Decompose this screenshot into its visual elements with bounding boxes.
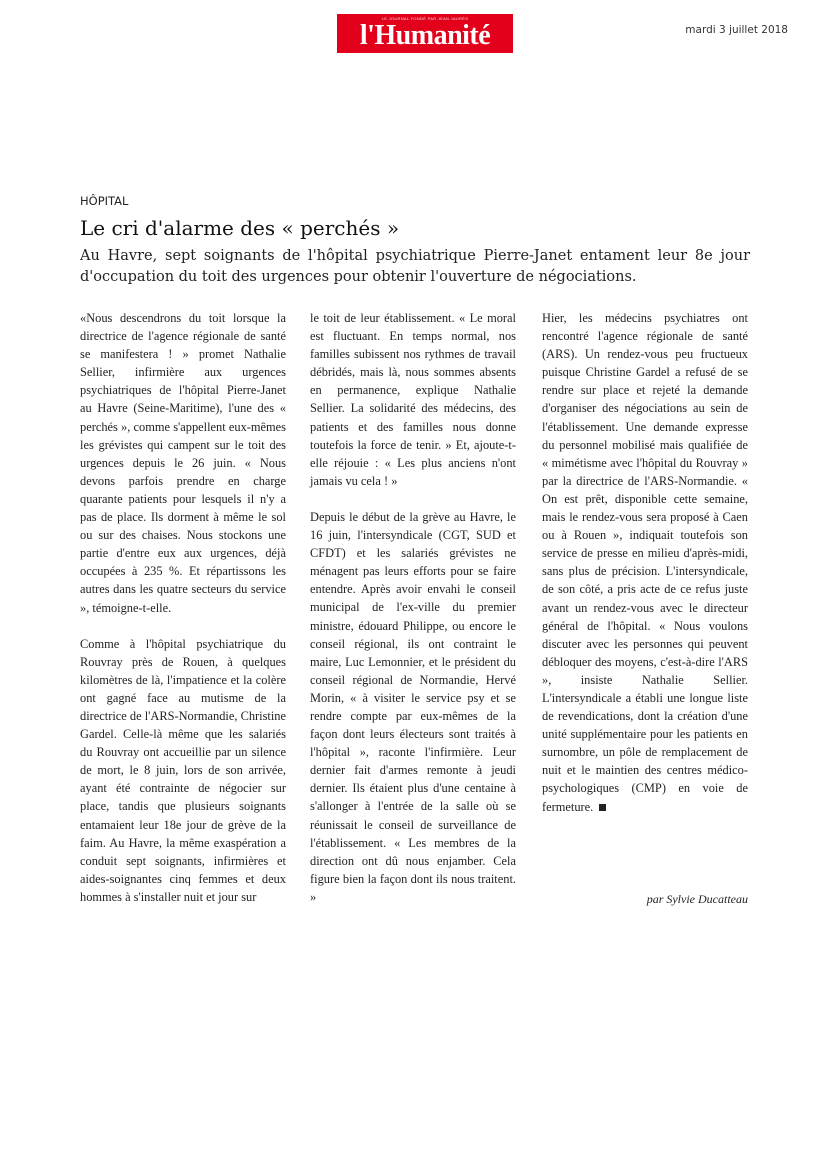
- article-column-1: [80, 309, 286, 924]
- article-rubric: HÔPITAL: [80, 194, 129, 208]
- article-byline: par Sylvie Ducatteau: [646, 892, 748, 906]
- paragraph: «Nous descendrons du toit lorsque la directrice de l'agence régionale de santé se manifestera ! » promet Nathalie Sellier, infirmière aux urgences psychiatriques de l'hôpital Pierre-Janet au Havre (Seine-Maritime), l'une des « perchés », comme s'appellent eux-mêmes les grévistes qui campent sur le toit des urgences depuis le 26 juin. « Nous devons parfois prendre en charge quarante patients pour lesquels il n'y a pas de place. Ils dorment à même le sol ou sur des chaises. Nous stockons une partie d'entre eux aux urgences, déjà occupées à 235 %. Et répartissons les autres dans les quatre secteurs du service », témoigne-t-elle.: [80, 311, 286, 615]
- article-column-2: [310, 309, 516, 924]
- paragraph-last: [542, 309, 748, 816]
- newspaper-logo: [337, 14, 513, 53]
- logo-name: l'Humanité: [359, 20, 491, 51]
- article-title: Le cri d'alarme des « perchés »: [80, 216, 400, 240]
- end-of-article-icon: [599, 804, 606, 811]
- article-column-3: [542, 309, 748, 834]
- publication-date: mardi 3 juillet 2018: [685, 24, 788, 36]
- paragraph: Comme à l'hôpital psychiatrique du Rouvray près de Rouen, à quelques kilomètres de là, l'impatience et la colère ont gagné face au mutisme de la directrice de l'ARS-Normandie, Christine Gardel. Celle-là même que les salariés du Rouvray ont accueillie par un silence de mort, le 8 juin, lors de son arrivée, ayant été contrainte de négocier sur place, tandis que plusieurs soignants entamaient leur 18e jour de grève de la faim. Au Havre, la même exaspération a conduit sept soignants, infirmières et aides-soignantes cinq femmes et deux hommes à s'installer nuit et jour sur: [80, 636, 286, 904]
- paragraph: le toit de leur établissement. « Le moral est fluctuant. En temps normal, nos familles subissent nos rythmes de travail débridés, mais là, nous sommes absents en permanence, explique Nathalie Sellier. La solidarité des médecins, des patients et des familles nous donne toutefois la force de tenir. » Et, ajoute-t-elle réjouie : « Les plus anciens n'ont jamais vu cela ! »: [310, 311, 516, 488]
- logo-tagline: LE JOURNAL FONDÉ PAR JEAN JAURÈS: [381, 16, 469, 21]
- paragraph-text: Hier, les médecins psychiatres ont rencontré l'agence régionale de santé (ARS). Un rendez-vous peu fructueux puisque Christine Gardel a refusé de se rendre sur place et rejeté la demande d'organiser des négociations au sein de l'établissement. Une demande expresse du personnel mobilisé mais qualifiée de « mimétisme avec l'hôpital du Rouvray » par la directrice de l'ARS-Normandie. « On est prêt, disponible cette semaine, mais le rendez-vous sera proposé à Caen ou à Rouen », indiquait toutefois son service de presse en milieu d'après-midi, sans plus de précision. L'intersyndicale, de son côté, a pris acte de ce refus juste avant un rendez-vous avec le directeur général de l'hôpital. « Nous voulons discuter avec les personnes qui peuvent débloquer des moyens, c'est-à-dire l'ARS », insiste Nathalie Sellier. L'intersyndicale a établi une longue liste de revendications, dont la création d'une unité supplémentaire pour les patients en surnombre, un pôle de remplacement de nuit et le maintien des centres médico-psychologiques (CMP) en voie de fermeture.: [542, 311, 748, 814]
- article-standfirst: Au Havre, sept soignants de l'hôpital psychiatrique Pierre-Janet entament leur 8e jour d'occupation du toit des urgences pour obtenir l'ouverture de négociations.: [80, 248, 750, 285]
- paragraph: Depuis le début de la grève au Havre, le 16 juin, l'intersyndicale (CGT, SUD et CFDT) et les salariés grévistes ne ménagent pas leurs efforts pour se faire entendre. Après avoir envahi le conseil municipal de l'ex-ville du premier ministre, édouard Philippe, ou encore le conseil régional, ils ont contraint le maire, Luc Lemonnier, et le président du conseil régional de Normandie, Hervé Morin, « à visiter le service psy et se rendre compte par eux-mêmes de la façon dont leurs électeurs sont traités à l'hôpital », raconte l'infirmière. Leur dernier fait d'armes remonte à jeudi dernier. Ils étaient plus d'une centaine à s'allonger à l'entrée de la salle où se réunissait le conseil de surveillance de l'établissement. « Les membres de la direction ont dû nous enjamber. Cela figure bien la façon dont ils nous traitent. »: [310, 509, 516, 904]
